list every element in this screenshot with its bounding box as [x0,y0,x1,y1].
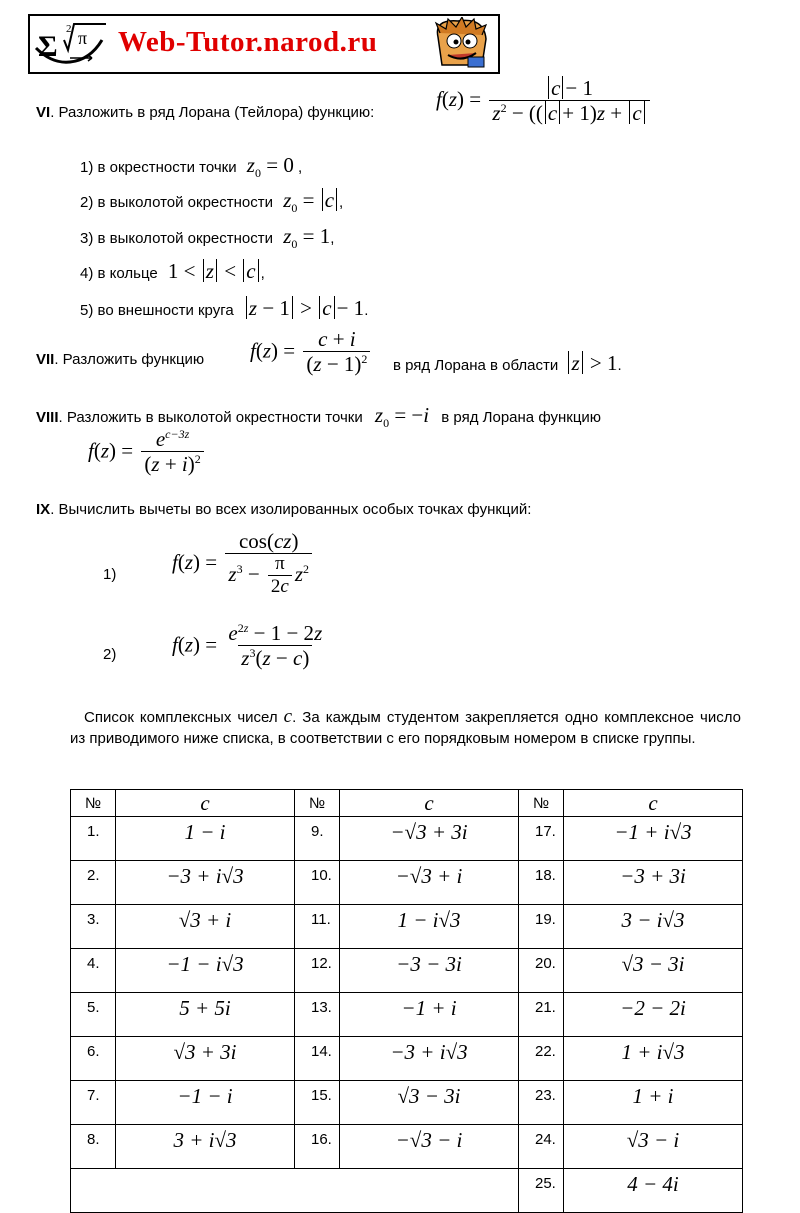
empty-cell [71,1169,519,1213]
sigma-sqrt-pi-logo [32,18,110,68]
s9-item-1-label: 1) [103,566,117,583]
col-header-c: c [116,790,295,817]
row-number: 19. [519,905,564,949]
table-header-row [71,790,743,817]
complex-value: −1 + i [340,993,519,1037]
row-number: 17. [519,817,564,861]
complex-value: −3 + i√3 [340,1037,519,1081]
row-number: 5. [71,993,116,1037]
section-9-heading: IX. Вычислить вычеты во всех изолированных особых точках функций: [36,501,532,518]
row-number: 23. [519,1081,564,1125]
row-number: 6. [71,1037,116,1081]
s6-item-5: 5) во внешности круга z − 1 > c − 1. [80,296,369,320]
site-title[interactable]: Web-Tutor.narod.ru [118,26,378,58]
formula-9-2: f(z) = $\frac{e^{2z} - 1 - 2z}{z^3(z - c)}$ [172,621,323,671]
s6-item-1: 1) в окрестности точки $z_0 = 0$ , [80,153,303,181]
s9-item-2-label: 2) [103,646,117,663]
row-number: 4. [71,949,116,993]
row-number: 1. [71,817,116,861]
complex-value: 1 + i [564,1081,743,1125]
complex-value: √3 + i [116,905,295,949]
row-number: 20. [519,949,564,993]
table-row [71,1037,743,1081]
col-header-c: c [564,790,743,817]
table-row [71,1169,743,1213]
row-number: 9. [295,817,340,861]
formula-6: f(z) = $\frac{c - 1}{z^2 - (( c + 1)z + c}$ [436,76,653,126]
complex-value: 5 + 5i [116,993,295,1037]
site-banner[interactable] [28,14,500,74]
section-6-heading: VI. Разложить в ряд Лорана (Тейлора) функцию: [36,104,375,121]
row-number: 22. [519,1037,564,1081]
complex-value: −√3 − i [340,1125,519,1169]
complex-value: −3 + i√3 [116,861,295,905]
table-row [71,993,743,1037]
complex-value: 4 − 4i [564,1169,743,1213]
row-number: 10. [295,861,340,905]
complex-value: −√3 + 3i [340,817,519,861]
formula-9-1: f(z) = cos(cz) $z^3$ − $\frac{\pi}{2c}$ $z^2$ [172,530,315,599]
complex-value: 1 + i√3 [564,1037,743,1081]
complex-value: 3 − i√3 [564,905,743,949]
row-number: 25. [519,1169,564,1213]
complex-value: √3 + 3i [116,1037,295,1081]
row-number: 2. [71,861,116,905]
svg-text:Σ: Σ [38,30,58,63]
complex-value: −3 − 3i [340,949,519,993]
s6-item-2: 2) в выколотой окрестности $z_0 = c$ , [80,188,344,216]
row-number: 15. [295,1081,340,1125]
complex-numbers-table [70,789,743,1213]
row-number: 21. [519,993,564,1037]
complex-value: √3 − i [564,1125,743,1169]
table-row [71,1081,743,1125]
complex-value: −√3 + i [340,861,519,905]
row-number: 8. [71,1125,116,1169]
section-7-heading: VII. Разложить функцию [36,351,205,368]
row-number: 18. [519,861,564,905]
formula-7: f(z) = $\frac{c + i}{(z - 1)^2}$ [250,328,373,377]
cartoon-face-icon [428,17,496,69]
section-7-tail: в ряд Лорана в области z > 1. [393,351,622,375]
table-row [71,861,743,905]
table-row [71,949,743,993]
complex-value: √3 − 3i [340,1081,519,1125]
table-row [71,817,743,861]
col-header-no: № [295,790,340,817]
complex-value: −1 − i [116,1081,295,1125]
row-number: 3. [71,905,116,949]
row-number: 24. [519,1125,564,1169]
table-row [71,905,743,949]
row-number: 13. [295,993,340,1037]
complex-value: 1 − i√3 [340,905,519,949]
row-number: 7. [71,1081,116,1125]
complex-value: −3 + 3i [564,861,743,905]
row-number: 14. [295,1037,340,1081]
row-number: 11. [295,905,340,949]
svg-text:2: 2 [66,23,72,35]
table-row [71,1125,743,1169]
complex-value: √3 − 3i [564,949,743,993]
complex-value: 1 − i [116,817,295,861]
svg-text:π: π [78,28,88,48]
s6-item-4: 4) в кольце 1 < z < c , [80,259,265,283]
formula-8: f(z) = $\frac{e^{c-3z}}{(z + i)^2}$ [88,428,207,477]
complex-value: 3 + i√3 [116,1125,295,1169]
complex-value: −2 − 2i [564,993,743,1037]
row-number: 12. [295,949,340,993]
complex-value: −1 + i√3 [564,817,743,861]
s6-item-3: 3) в выколотой окрестности $z_0 = 1$, [80,224,335,252]
row-number: 16. [295,1125,340,1169]
complex-value: −1 − i√3 [116,949,295,993]
col-header-no: № [519,790,564,817]
section-8-heading: VIII. Разложить в выколотой окрестности точки $z_0 = -i$ в ряд Лорана функцию [36,403,602,431]
assignment-paragraph: Список комплексных чисел c. За каждым студентом закрепляется одно комплексное число из приводимого ниже списка, в соответствии с его порядковым номером в списке группы. [70,706,741,747]
col-header-c: c [340,790,519,817]
col-header-no: № [71,790,116,817]
